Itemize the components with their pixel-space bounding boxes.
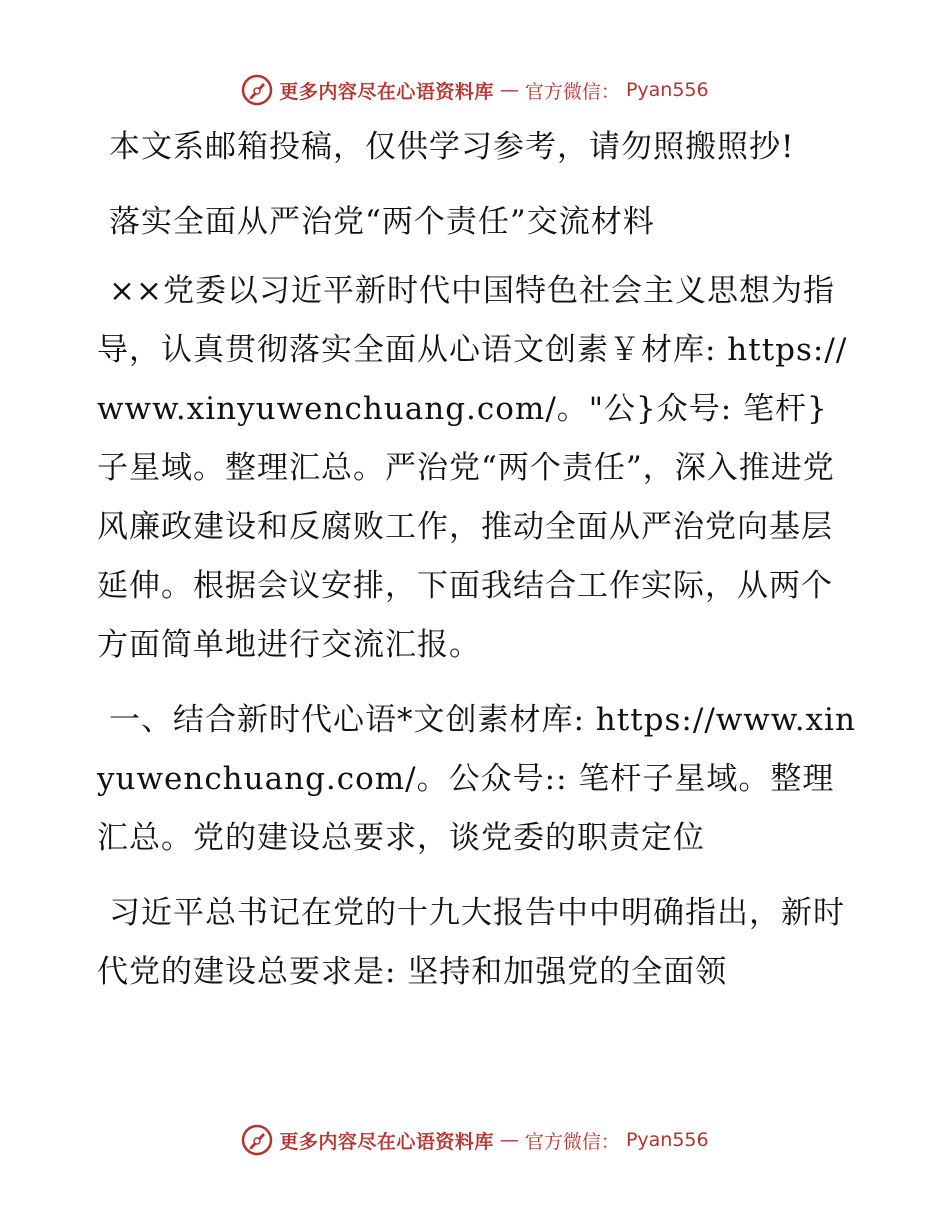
disclaimer-paragraph: 本文系邮箱投稿，仅供学习参考，请勿照搬照抄!: [109, 129, 795, 165]
banner-separator: —: [499, 79, 519, 101]
header-watermark-banner: [0, 70, 950, 110]
section-paragraph-1: 习近平总书记在党的十九大报告中中明确指出，新时代党的建设总要求是: 坚持和加强党的全面领: [97, 895, 845, 990]
intro-paragraph: ××党委以习近平新时代中国特色社会主义思想为指导，认真贯彻落实全面从心语文创素￥材库: https://www.xinyuwenchuang.com/。"公}众号: 笔杆}子星域。整理汇总。严治党“两个责任”，深入推进党风廉政建设和反腐败工作，推动全面从严治党向基层延伸。根据会议安排，下面我结合工作实际，从两个方面简单地进行交流汇报。: [97, 273, 848, 663]
footer-watermark-banner: [0, 1120, 950, 1160]
section-heading-1: 一、结合新时代心语*文创素材库: https://www.xinyuwenchuang.com/。公众号:: 笔杆子星域。整理汇总。党的建设总要求，谈党委的职责定位: [97, 702, 856, 856]
banner-wechat-id: Pyan556: [625, 79, 709, 101]
quill-pen-logo-icon: [241, 74, 273, 106]
document-title: 落实全面从严治党“两个责任”交流材料: [109, 204, 655, 240]
banner-separator: —: [499, 1129, 519, 1151]
banner-wechat-id: Pyan556: [625, 1129, 709, 1151]
banner-subtitle: 官方微信：: [524, 1130, 620, 1153]
quill-pen-logo-icon: [241, 1124, 273, 1156]
banner-subtitle: 官方微信：: [524, 80, 620, 103]
document-body: [97, 118, 857, 1018]
banner-text: 更多内容尽在心语资料库: [279, 80, 494, 103]
banner-text: 更多内容尽在心语资料库: [279, 1130, 494, 1153]
